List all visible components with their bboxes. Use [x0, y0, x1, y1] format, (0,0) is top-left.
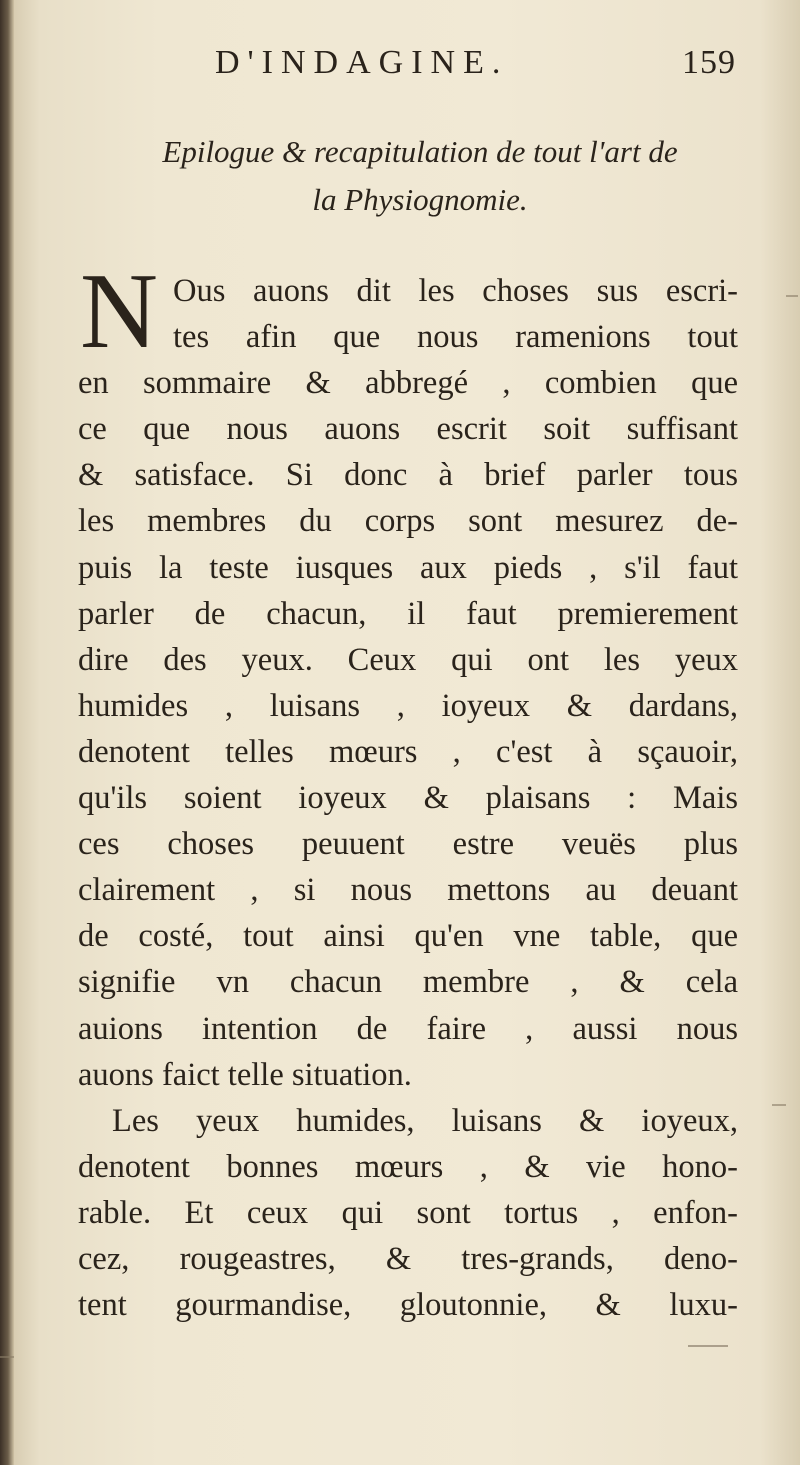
- text-line: en sommaire & abbregé , combien que: [78, 365, 738, 402]
- text-line: dire des yeux. Ceux qui ont les yeux: [78, 641, 738, 678]
- body-text: [78, 268, 738, 1328]
- text-line: les membres du corps sont mesurez de-: [78, 503, 738, 540]
- running-head: [0, 44, 800, 94]
- catchline-mark: [688, 1335, 728, 1347]
- edge-mark: [0, 1356, 14, 1358]
- page-number: 159: [682, 44, 736, 81]
- text-line: qu'ils soient ioyeux & plaisans : Mais: [78, 780, 738, 817]
- text-line: denotent telles mœurs , c'est à sçauoir,: [78, 733, 738, 770]
- text-line: auons faict telle situation.: [78, 1056, 412, 1093]
- section-heading-line-1: Epilogue & recapitulation de tout l'art de: [162, 134, 678, 169]
- text-line: denotent bonnes mœurs , & vie hono-: [78, 1148, 738, 1185]
- edge-mark: [786, 295, 798, 297]
- text-line: auions intention de faire , aussi nous: [78, 1010, 738, 1047]
- running-title: D'INDAGINE.: [215, 44, 509, 81]
- text-line: cez, rougeastres, & tres-grands, deno-: [78, 1240, 738, 1277]
- text-line: signifie vn chacun membre , & cela: [78, 964, 738, 1001]
- text-line: humides , luisans , ioyeux & dardans,: [78, 687, 738, 724]
- text-line: tent gourmandise, gloutonnie, & luxu-: [78, 1287, 738, 1324]
- text-line: Ous auons dit les choses sus escri-: [173, 273, 738, 309]
- text-line: clairement , si nous mettons au deuant: [78, 872, 738, 909]
- page-binding-shadow: [0, 0, 14, 1465]
- section-heading: [100, 128, 740, 224]
- text-line: ce que nous auons escrit soit suffisant: [78, 411, 738, 448]
- text-line: ces choses peuuent estre veuës plus: [78, 826, 738, 863]
- edge-mark: [772, 1104, 786, 1106]
- text-line: rable. Et ceux qui sont tortus , enfon-: [78, 1194, 738, 1231]
- text-line: Les yeux humides, luisans & ioyeux,: [112, 1102, 738, 1139]
- text-line: puis la teste iusques aux pieds , s'il faut: [78, 549, 738, 586]
- text-line: de costé, tout ainsi qu'en vne table, que: [78, 918, 738, 955]
- text-line: tes afin que nous ramenions tout: [173, 319, 738, 356]
- text-line: & satisface. Si donc à brief parler tous: [78, 457, 738, 494]
- drop-cap: N: [80, 252, 158, 371]
- text-line: parler de chacun, il faut premierement: [78, 595, 738, 632]
- section-heading-line-2: la Physiognomie.: [312, 182, 528, 217]
